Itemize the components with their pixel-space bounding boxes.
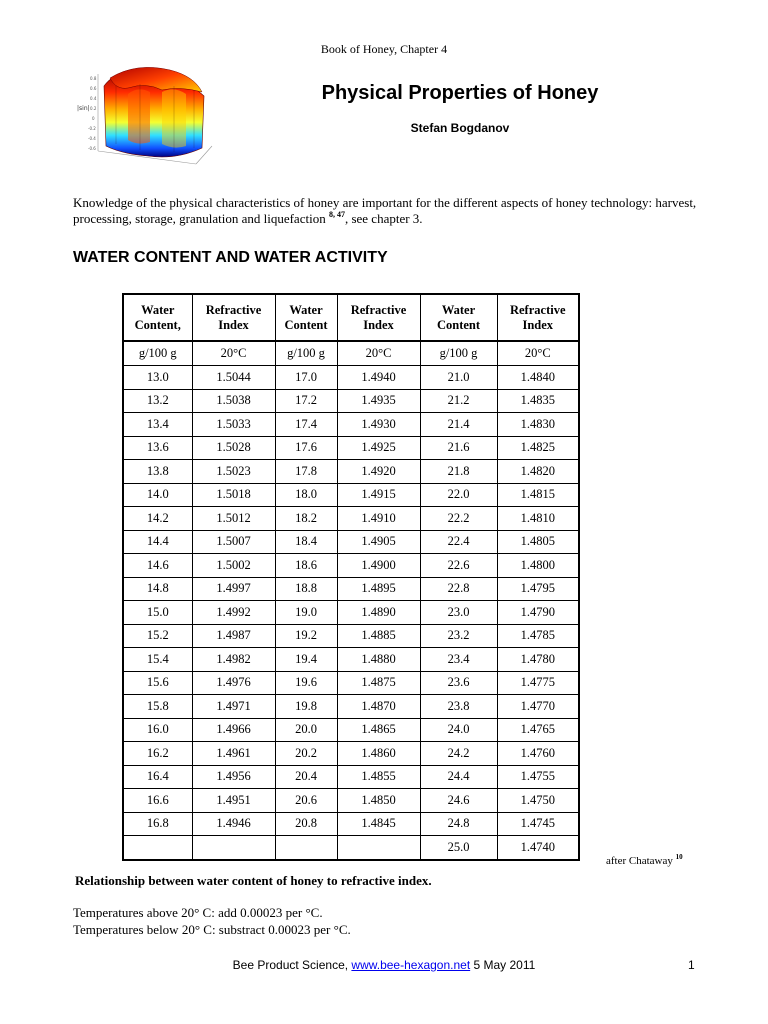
table-cell: 22.8	[420, 577, 497, 601]
table-cell: 1.4865	[337, 718, 420, 742]
table-cell: 19.8	[275, 695, 337, 719]
table-cell: 14.4	[123, 530, 192, 554]
table-cell: 15.0	[123, 601, 192, 625]
intro-text: Knowledge of the physical characteristics of honey are important for the different aspects of honey technology: harvest, processing, storage, granulation and liquefaction	[73, 195, 697, 226]
table-row	[123, 742, 579, 766]
table-cell: 1.4890	[337, 601, 420, 625]
column-header-line: Refractive	[205, 302, 262, 317]
refractive-index-table	[122, 293, 580, 861]
table-cell: 1.5044	[192, 366, 275, 390]
table-row	[123, 366, 579, 390]
table-cell: 17.8	[275, 460, 337, 484]
figure-tick-label: -0.2	[88, 126, 96, 131]
table-cell: 1.4820	[497, 460, 579, 484]
table-row	[123, 812, 579, 836]
table-row	[123, 601, 579, 625]
table-cell: 22.0	[420, 483, 497, 507]
figure-axis-label: |sin|	[77, 105, 90, 112]
table-cell: 13.2	[123, 389, 192, 413]
table-cell: 1.4795	[497, 577, 579, 601]
table-cell: 1.4920	[337, 460, 420, 484]
table-row	[123, 413, 579, 437]
table-cell: 1.4750	[497, 789, 579, 813]
table-cell: 22.2	[420, 507, 497, 531]
table-cell: 1.4785	[497, 624, 579, 648]
table-cell: 14.0	[123, 483, 192, 507]
table-cell: 20.0	[275, 718, 337, 742]
table-cell: 1.4770	[497, 695, 579, 719]
table-cell: 20.6	[275, 789, 337, 813]
table-cell: 13.0	[123, 366, 192, 390]
column-header-line: Refractive	[509, 302, 566, 317]
table-row	[123, 577, 579, 601]
table-cell: 1.4850	[337, 789, 420, 813]
table-cell: 18.2	[275, 507, 337, 531]
table-cell: 1.4760	[497, 742, 579, 766]
column-header-line: Water	[441, 302, 476, 317]
table-cell: 1.4976	[192, 671, 275, 695]
table-cell: 1.4956	[192, 765, 275, 789]
table-cell	[337, 836, 420, 860]
table-cell: 1.4855	[337, 765, 420, 789]
table-row	[123, 671, 579, 695]
table-cell: 15.2	[123, 624, 192, 648]
table-cell: 13.4	[123, 413, 192, 437]
table-cell: 15.4	[123, 648, 192, 672]
table-cell: 19.4	[275, 648, 337, 672]
footer-prefix: Bee Product Science,	[232, 958, 352, 972]
table-cell: 19.2	[275, 624, 337, 648]
table-cell: 1.4790	[497, 601, 579, 625]
figure-tick-label: -0.4	[88, 136, 96, 141]
table-cell: 1.4971	[192, 695, 275, 719]
table-cell: 21.2	[420, 389, 497, 413]
table-cell: 20.4	[275, 765, 337, 789]
table-cell: 23.6	[420, 671, 497, 695]
table-row	[123, 765, 579, 789]
column-header-line: Index	[218, 317, 249, 332]
table-cell: 16.0	[123, 718, 192, 742]
table-cell: 14.8	[123, 577, 192, 601]
table-cell: 24.4	[420, 765, 497, 789]
table-cell: 24.2	[420, 742, 497, 766]
table-cell: 1.5002	[192, 554, 275, 578]
table-cell	[123, 836, 192, 860]
table-row	[123, 789, 579, 813]
table-cell: 1.4830	[497, 413, 579, 437]
table-units-row	[123, 341, 579, 366]
unit-cell: g/100 g	[420, 341, 497, 366]
temperature-note-below: Temperatures below 20° C: substract 0.00023 per °C.	[73, 922, 351, 937]
column-header	[337, 294, 420, 341]
website-link[interactable]: www.bee-hexagon.net	[351, 958, 471, 972]
table-cell: 16.6	[123, 789, 192, 813]
table-cell: 18.8	[275, 577, 337, 601]
figure-tick-label: 0.6	[90, 86, 97, 91]
table-cell: 22.6	[420, 554, 497, 578]
table-cell: 1.5018	[192, 483, 275, 507]
table-cell: 17.4	[275, 413, 337, 437]
table-cell: 21.6	[420, 436, 497, 460]
table-cell	[192, 836, 275, 860]
table-cell: 16.4	[123, 765, 192, 789]
table-cell: 20.8	[275, 812, 337, 836]
column-header	[192, 294, 275, 341]
column-header-line: Refractive	[350, 302, 407, 317]
intro-references: 8, 47	[328, 210, 345, 219]
table-cell: 1.4775	[497, 671, 579, 695]
figure-tick-label: 0.8	[90, 76, 97, 81]
table-cell: 1.4805	[497, 530, 579, 554]
intro-paragraph	[73, 195, 703, 227]
table-cell: 25.0	[420, 836, 497, 860]
table-cell: 21.8	[420, 460, 497, 484]
table-row	[123, 389, 579, 413]
table-cell: 20.2	[275, 742, 337, 766]
table-cell: 1.4870	[337, 695, 420, 719]
table-cell: 22.4	[420, 530, 497, 554]
credit-text: after Chataway	[606, 855, 673, 867]
intro-text-end: , see chapter 3.	[344, 211, 423, 226]
table-cell: 1.4992	[192, 601, 275, 625]
table-cell: 1.4966	[192, 718, 275, 742]
table-row	[123, 836, 579, 860]
table-cell: 1.4987	[192, 624, 275, 648]
running-header: Book of Honey, Chapter 4	[320, 42, 448, 56]
table-row	[123, 648, 579, 672]
table-cell: 1.4845	[337, 812, 420, 836]
temperature-note-above: Temperatures above 20° C: add 0.00023 per °C.	[73, 905, 323, 920]
table-cell: 1.4880	[337, 648, 420, 672]
page-footer	[0, 958, 768, 972]
unit-cell: 20°C	[497, 341, 579, 366]
footer-date: 5 May 2011	[470, 958, 536, 972]
table-cell: 1.4815	[497, 483, 579, 507]
table-cell: 1.4885	[337, 624, 420, 648]
table-cell: 1.4900	[337, 554, 420, 578]
unit-cell: 20°C	[337, 341, 420, 366]
table-cell: 23.8	[420, 695, 497, 719]
table-cell: 15.6	[123, 671, 192, 695]
column-header	[420, 294, 497, 341]
table-cell: 23.2	[420, 624, 497, 648]
unit-cell: g/100 g	[123, 341, 192, 366]
table-cell: 1.4835	[497, 389, 579, 413]
table-cell: 23.4	[420, 648, 497, 672]
table-cell: 13.6	[123, 436, 192, 460]
table-cell: 1.4765	[497, 718, 579, 742]
unit-cell: 20°C	[192, 341, 275, 366]
column-header	[275, 294, 337, 341]
table-cell: 24.8	[420, 812, 497, 836]
column-header	[123, 294, 192, 341]
column-header-line: Index	[363, 317, 394, 332]
table-cell: 1.4951	[192, 789, 275, 813]
unit-cell: g/100 g	[275, 341, 337, 366]
page-title: Physical Properties of Honey	[321, 82, 599, 104]
table-cell: 1.4910	[337, 507, 420, 531]
table-cell	[275, 836, 337, 860]
table-cell: 1.5012	[192, 507, 275, 531]
table-cell: 21.0	[420, 366, 497, 390]
table-cell: 21.4	[420, 413, 497, 437]
table-cell: 1.4935	[337, 389, 420, 413]
table-cell: 23.0	[420, 601, 497, 625]
table-cell: 24.6	[420, 789, 497, 813]
column-header	[497, 294, 579, 341]
table-cell: 1.4930	[337, 413, 420, 437]
table-cell: 16.2	[123, 742, 192, 766]
table-header-row	[123, 294, 579, 341]
table-cell: 17.0	[275, 366, 337, 390]
table-cell: 1.4982	[192, 648, 275, 672]
table-cell: 1.5023	[192, 460, 275, 484]
table-cell: 1.4925	[337, 436, 420, 460]
table-caption: Relationship between water content of honey to refractive index.	[75, 873, 432, 888]
figure-tick-label: 0.2	[90, 106, 97, 111]
table-cell: 1.4800	[497, 554, 579, 578]
table-cell: 1.4755	[497, 765, 579, 789]
table-row	[123, 624, 579, 648]
table-cell: 1.4825	[497, 436, 579, 460]
table-cell: 1.4780	[497, 648, 579, 672]
table-row	[123, 483, 579, 507]
table-cell: 17.2	[275, 389, 337, 413]
table-cell: 16.8	[123, 812, 192, 836]
table-cell: 13.8	[123, 460, 192, 484]
column-header-line: Content	[284, 317, 328, 332]
column-header-line: Water	[141, 302, 175, 317]
table-row	[123, 718, 579, 742]
table-cell: 18.6	[275, 554, 337, 578]
table-cell: 17.6	[275, 436, 337, 460]
table-row	[123, 530, 579, 554]
table-cell: 1.4895	[337, 577, 420, 601]
table-cell: 19.6	[275, 671, 337, 695]
table-row	[123, 507, 579, 531]
credit-reference: 10	[675, 853, 683, 861]
table-cell: 1.5028	[192, 436, 275, 460]
column-header-line: Content	[436, 317, 481, 332]
table-cell: 1.4740	[497, 836, 579, 860]
figure-tick-label: 0	[92, 116, 95, 121]
author-name: Stefan Bogdanov	[410, 121, 510, 135]
table-cell: 1.4905	[337, 530, 420, 554]
table-cell: 1.4860	[337, 742, 420, 766]
page-number: 1	[688, 958, 695, 972]
table-cell: 1.4997	[192, 577, 275, 601]
table-cell: 1.4940	[337, 366, 420, 390]
table-row	[123, 554, 579, 578]
table-cell: 1.4946	[192, 812, 275, 836]
table-cell: 14.2	[123, 507, 192, 531]
table-cell: 1.4810	[497, 507, 579, 531]
table-cell: 18.4	[275, 530, 337, 554]
column-header-line: Index	[522, 317, 554, 332]
table-cell: 24.0	[420, 718, 497, 742]
table-cell: 1.5007	[192, 530, 275, 554]
table-cell: 18.0	[275, 483, 337, 507]
section-heading: WATER CONTENT AND WATER ACTIVITY	[73, 249, 388, 266]
figure-tick-label: 0.4	[90, 96, 97, 101]
table-row	[123, 695, 579, 719]
table-cell: 14.6	[123, 554, 192, 578]
table-row	[123, 436, 579, 460]
table-cell: 1.5038	[192, 389, 275, 413]
table-cell: 1.4745	[497, 812, 579, 836]
table-cell: 19.0	[275, 601, 337, 625]
table-row	[123, 460, 579, 484]
table-cell: 1.5033	[192, 413, 275, 437]
table-cell: 1.4961	[192, 742, 275, 766]
table-cell: 1.4840	[497, 366, 579, 390]
table-cell: 1.4875	[337, 671, 420, 695]
column-header-line: Content,	[134, 317, 181, 332]
surface-plot-figure	[76, 56, 216, 176]
figure-tick-label: -0.6	[88, 146, 96, 151]
table-cell: 15.8	[123, 695, 192, 719]
column-header-line: Water	[289, 302, 323, 317]
source-credit	[606, 855, 683, 867]
table-cell: 1.4915	[337, 483, 420, 507]
